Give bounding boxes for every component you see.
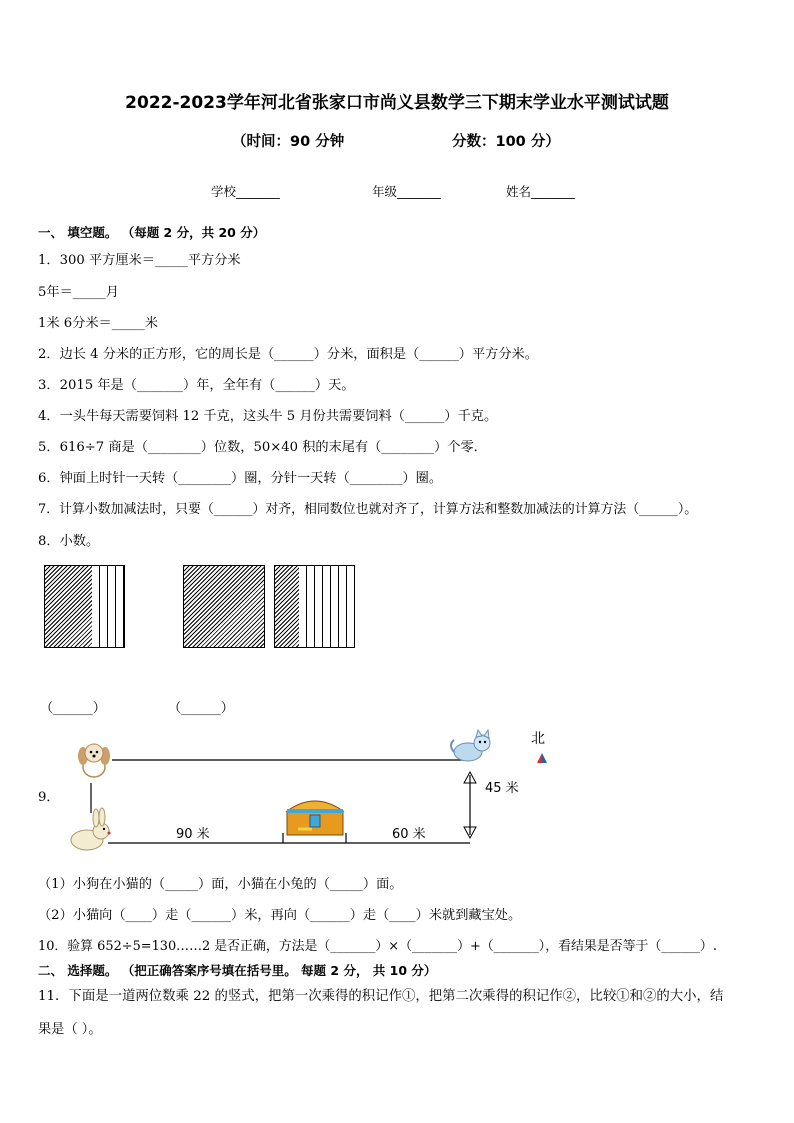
grade-field[interactable]: 年级_______ — [372, 184, 441, 199]
q6: 6．钟面上时针一天转（________）圈，分针一天转（________）圈。 — [38, 471, 443, 486]
decimal-grid-2b — [274, 565, 355, 648]
q9-1: （1）小狗在小猫的（_____）面，小猫在小兔的（_____）面。 — [38, 877, 403, 892]
decimal-grid-1 — [44, 565, 125, 648]
time-label: （时间：90 分钟 — [232, 134, 345, 150]
dist-60: 60 米 — [392, 827, 426, 842]
treasure-chest-icon — [287, 801, 343, 835]
q5: 5．616÷7 商是（________）位数，50×40 积的末尾有（________）个零． — [38, 440, 487, 455]
cat-icon — [451, 730, 490, 761]
school-field[interactable]: 学校_______ — [211, 184, 280, 199]
q10: 10．验算 652÷5=130……2 是否正确，方法是（_______）×（_______）+（_______），看结果是否等于（______）. — [38, 939, 717, 954]
q7: 7．计算小数加减法时，只要（______）对齐，相同数位也就对齐了，计算方法和整数加减法的计算方法（______）。 — [38, 502, 698, 517]
name-field[interactable]: 姓名_______ — [506, 184, 575, 199]
q1a: 1．300 平方厘米＝_____平方分米 — [38, 253, 241, 268]
north-flag-icon — [537, 753, 547, 763]
dog-icon — [78, 744, 110, 777]
page-title: 2022-2023学年河北省张家口市尚义县数学三下期末学业水平测试试题 — [125, 93, 669, 113]
q3: 3．2015 年是（_______）年，全年有（______）天。 — [38, 378, 355, 393]
q2: 2．边长 4 分米的正方形，它的周长是（______）分米，面积是（______）平方分米。 — [38, 347, 538, 362]
decimal-grid-2a — [183, 565, 265, 648]
q11-line2: 果是（ ）。 — [38, 1022, 102, 1037]
dist-90: 90 米 — [176, 827, 210, 842]
q1c: 1米 6分米＝_____米 — [38, 316, 158, 331]
dist-45: 45 米 — [485, 781, 519, 796]
rabbit-icon — [71, 808, 111, 850]
score-label: 分数：100 分） — [452, 134, 560, 150]
section1-heading: 一、 填空题。 （每题 2 分，共 20 分） — [38, 225, 266, 240]
q9-label: 9． — [38, 790, 60, 805]
q9-2: （2）小猫向（____）走（______）米，再向（______）走（____）米就到藏宝处。 — [38, 908, 522, 923]
q1b: 5年＝_____月 — [38, 285, 119, 300]
north-label: 北 — [531, 731, 545, 747]
q11-line1: 11．下面是一道两位数乘 22 的竖式，把第一次乘得的积记作①，把第二次乘得的积记作②，比较①和②的大小，结 — [38, 989, 724, 1004]
q8: 8．小数。 — [38, 534, 100, 549]
section2-heading: 二、 选择题。 （把正确答案序号填在括号里。 每题 2 分， 共 10 分） — [38, 963, 437, 978]
q8-blank-2[interactable]: （______） — [168, 701, 234, 716]
q8-blank-1[interactable]: （______） — [40, 701, 106, 716]
q4: 4．一头牛每天需要饲料 12 千克，这头牛 5 月份共需要饲料（______）千克。 — [38, 409, 498, 424]
